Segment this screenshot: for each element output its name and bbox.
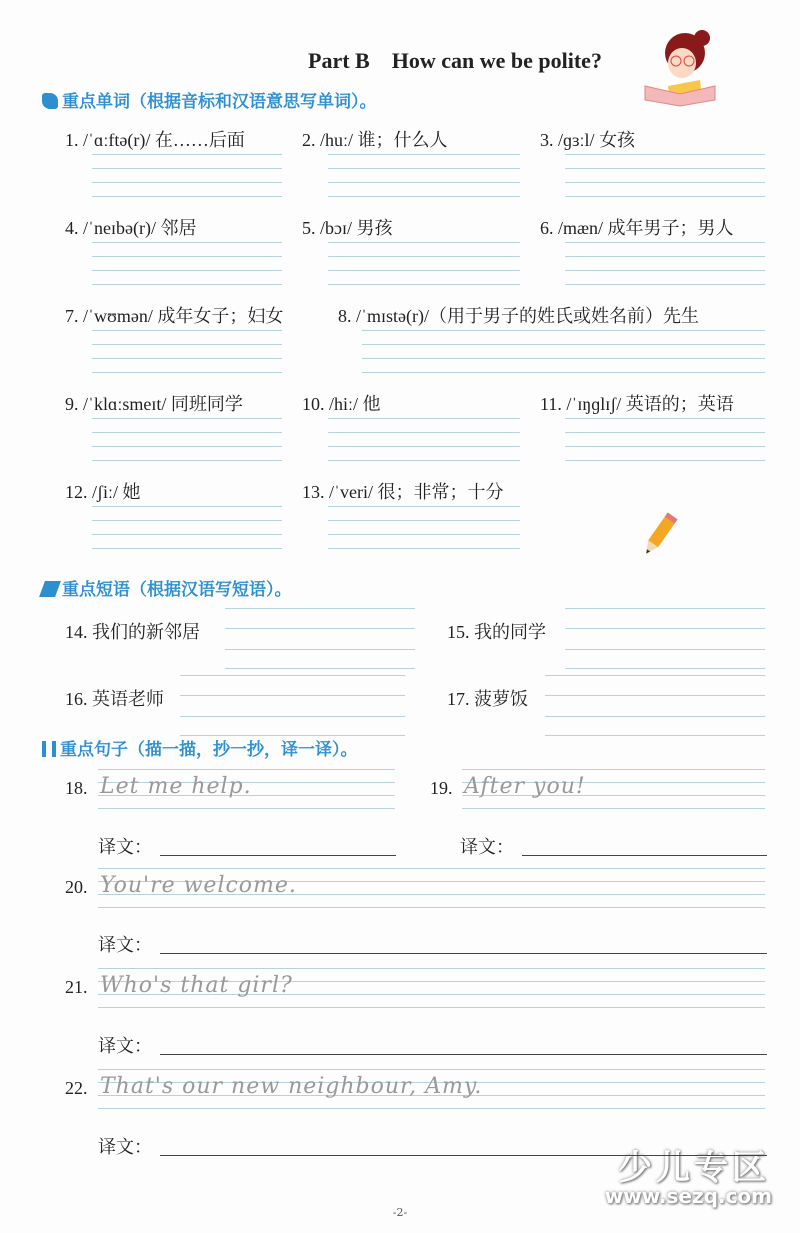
translation-label: 译文： — [98, 935, 152, 956]
word-item-label: 4. /ˈneɪbə(r)/ 邻居 — [65, 218, 197, 238]
notebook-icon — [39, 581, 61, 597]
word-answer-line[interactable] — [328, 548, 520, 549]
sentence-number: 19. — [430, 778, 453, 798]
word-answer-line[interactable] — [92, 506, 282, 507]
handwriting-guide-line[interactable] — [98, 907, 765, 908]
phrase-answer-line[interactable] — [565, 668, 765, 669]
trace-sentence: You're welcome. — [100, 873, 297, 898]
word-answer-line[interactable] — [328, 154, 520, 155]
word-answer-line[interactable] — [328, 418, 520, 419]
phrase-answer-line[interactable] — [225, 608, 415, 609]
page-title: Part B How can we be polite? — [308, 48, 602, 73]
translation-answer-line[interactable] — [522, 855, 767, 856]
word-answer-line[interactable] — [565, 432, 765, 433]
word-answer-line[interactable] — [92, 256, 282, 257]
word-answer-line[interactable] — [328, 256, 520, 257]
watermark-url: www.sezq.com — [604, 1184, 772, 1208]
page-number: -2- — [392, 1206, 408, 1219]
word-item-label: 11. /ˈɪŋɡlɪʃ/ 英语的；英语 — [540, 394, 734, 414]
phrase-answer-line[interactable] — [225, 628, 415, 629]
phrase-item-label: 17. 菠萝饭 — [447, 689, 528, 709]
translation-answer-line[interactable] — [160, 855, 396, 856]
section-phrases-label: 重点短语（根据汉语写短语）。 — [62, 580, 292, 600]
word-answer-line[interactable] — [565, 196, 765, 197]
word-answer-line[interactable] — [328, 284, 520, 285]
handwriting-guide-line[interactable] — [98, 1069, 765, 1070]
translation-label: 译文： — [98, 1036, 152, 1057]
section-heading-phrases — [42, 575, 292, 600]
word-answer-line[interactable] — [565, 154, 765, 155]
word-answer-line[interactable] — [328, 460, 520, 461]
translation-answer-line[interactable] — [160, 1054, 767, 1055]
word-answer-line[interactable] — [92, 284, 282, 285]
word-item-label: 3. /ɡɜːl/ 女孩 — [540, 130, 636, 150]
word-answer-line[interactable] — [92, 182, 282, 183]
phrase-answer-line[interactable] — [565, 649, 765, 650]
word-answer-line[interactable] — [565, 460, 765, 461]
phrase-answer-line[interactable] — [180, 675, 405, 676]
word-answer-line[interactable] — [92, 242, 282, 243]
book-icon — [42, 93, 58, 109]
phrase-answer-line[interactable] — [180, 716, 405, 717]
word-answer-line[interactable] — [92, 446, 282, 447]
word-answer-line[interactable] — [362, 330, 765, 331]
girl-reading-illustration — [640, 28, 720, 108]
phrase-answer-line[interactable] — [225, 649, 415, 650]
word-answer-line[interactable] — [92, 270, 282, 271]
section-words-label: 重点单词（根据音标和汉语意思写单词）。 — [62, 92, 377, 112]
word-answer-line[interactable] — [92, 418, 282, 419]
trace-sentence: Who's that girl? — [100, 973, 293, 998]
word-answer-line[interactable] — [328, 168, 520, 169]
word-answer-line[interactable] — [565, 168, 765, 169]
word-answer-line[interactable] — [328, 270, 520, 271]
word-answer-line[interactable] — [92, 358, 282, 359]
phrase-answer-line[interactable] — [545, 675, 765, 676]
phrase-answer-line[interactable] — [545, 735, 765, 736]
word-answer-line[interactable] — [328, 196, 520, 197]
phrase-answer-line[interactable] — [225, 668, 415, 669]
phrase-answer-line[interactable] — [545, 716, 765, 717]
word-item-label: 7. /ˈwʊmən/ 成年女子；妇女 — [65, 306, 284, 326]
word-answer-line[interactable] — [92, 344, 282, 345]
word-answer-line[interactable] — [328, 242, 520, 243]
handwriting-guide-line[interactable] — [98, 808, 395, 809]
trace-sentence: After you! — [464, 774, 586, 799]
handwriting-guide-line[interactable] — [98, 968, 765, 969]
word-item-label: 6. /mæn/ 成年男子；男人 — [540, 218, 734, 238]
section-heading-words — [42, 87, 377, 112]
word-answer-line[interactable] — [565, 256, 765, 257]
sentence-number: 20. — [65, 877, 88, 897]
word-answer-line[interactable] — [92, 196, 282, 197]
word-answer-line[interactable] — [362, 344, 765, 345]
word-item-label: 8. /ˈmɪstə(r)/（用于男子的姓氏或姓名前）先生 — [338, 306, 699, 326]
sentence-number: 18. — [65, 778, 88, 798]
handwriting-guide-line[interactable] — [98, 1007, 765, 1008]
word-answer-line[interactable] — [328, 520, 520, 521]
word-item-label: 13. /ˈveri/ 很；非常；十分 — [302, 482, 504, 502]
word-answer-line[interactable] — [92, 460, 282, 461]
sentence-number: 21. — [65, 977, 88, 997]
word-answer-line[interactable] — [565, 182, 765, 183]
handwriting-guide-line[interactable] — [98, 868, 765, 869]
translation-answer-line[interactable] — [160, 953, 767, 954]
phrase-answer-line[interactable] — [180, 695, 405, 696]
word-answer-line[interactable] — [565, 270, 765, 271]
word-answer-line[interactable] — [92, 520, 282, 521]
word-answer-line[interactable] — [362, 358, 765, 359]
trace-sentence: Let me help. — [100, 774, 252, 799]
handwriting-guide-line[interactable] — [98, 769, 395, 770]
word-answer-line[interactable] — [92, 154, 282, 155]
translation-label: 译文： — [98, 1137, 152, 1158]
watermark-name: 少儿专区 — [618, 1148, 770, 1188]
word-item-label: 1. /ˈɑːftə(r)/ 在……后面 — [65, 130, 245, 150]
word-item-label: 12. /ʃiː/ 她 — [65, 482, 141, 502]
phrase-answer-line[interactable] — [565, 608, 765, 609]
word-answer-line[interactable] — [92, 534, 282, 535]
handwriting-guide-line[interactable] — [462, 808, 765, 809]
word-item-label: 9. /ˈklɑːsmeɪt/ 同班同学 — [65, 394, 243, 414]
word-answer-line[interactable] — [565, 242, 765, 243]
word-answer-line[interactable] — [92, 168, 282, 169]
phrase-answer-line[interactable] — [180, 735, 405, 736]
phrase-item-label: 16. 英语老师 — [65, 689, 164, 709]
word-item-label: 5. /bɔɪ/ 男孩 — [302, 218, 393, 238]
phrase-answer-line[interactable] — [565, 628, 765, 629]
word-answer-line[interactable] — [328, 506, 520, 507]
sentence-number: 22. — [65, 1078, 88, 1098]
word-answer-line[interactable] — [328, 446, 520, 447]
word-item-label: 10. /hiː/ 他 — [302, 394, 381, 414]
translation-answer-line[interactable] — [160, 1155, 767, 1156]
phrase-item-label: 15. 我的同学 — [447, 622, 546, 642]
word-answer-line[interactable] — [92, 330, 282, 331]
trace-sentence: That's our new neighbour, Amy. — [100, 1074, 483, 1099]
pencil-icon — [640, 508, 680, 560]
section-heading-sentences — [42, 735, 358, 760]
word-answer-line[interactable] — [565, 284, 765, 285]
word-answer-line[interactable] — [92, 372, 282, 373]
handwriting-guide-line[interactable] — [98, 1108, 765, 1109]
word-answer-line[interactable] — [362, 372, 765, 373]
word-item-label: 2. /huː/ 谁；什么人 — [302, 130, 448, 150]
section-sentences-label: 重点句子（描一描，抄一抄，译一译）。 — [60, 740, 358, 760]
phrase-item-label: 14. 我们的新邻居 — [65, 622, 200, 642]
translation-label: 译文： — [460, 837, 514, 858]
word-answer-line[interactable] — [328, 182, 520, 183]
word-answer-line[interactable] — [92, 432, 282, 433]
word-answer-line[interactable] — [565, 418, 765, 419]
handwriting-guide-line[interactable] — [462, 769, 765, 770]
word-answer-line[interactable] — [328, 534, 520, 535]
translation-label: 译文： — [98, 837, 152, 858]
books-icon — [42, 741, 56, 757]
word-answer-line[interactable] — [328, 432, 520, 433]
word-answer-line[interactable] — [565, 446, 765, 447]
word-answer-line[interactable] — [92, 548, 282, 549]
phrase-answer-line[interactable] — [545, 695, 765, 696]
